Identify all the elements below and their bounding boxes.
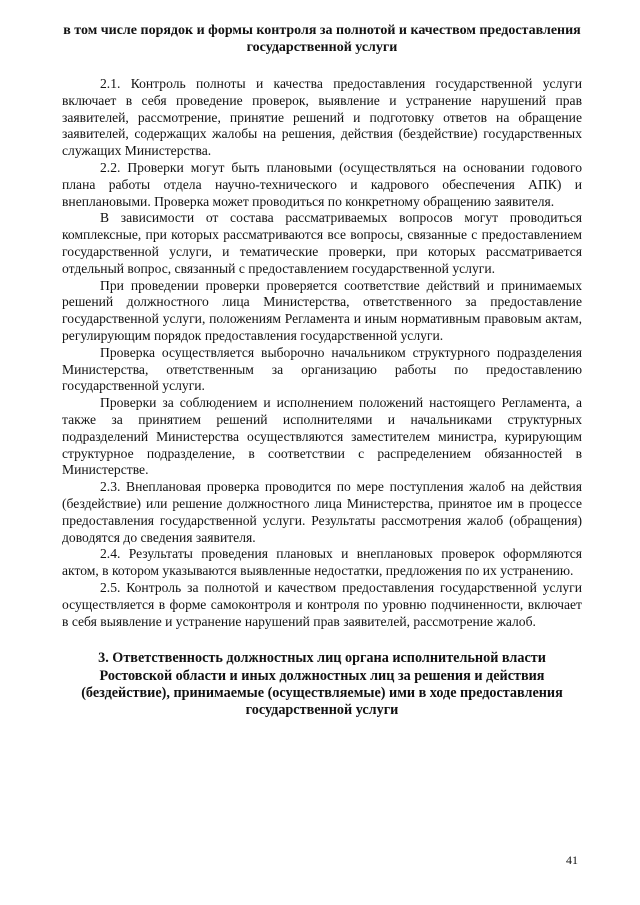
paragraph-2-5: 2.5. Контроль за полнотой и качеством предоставления государственной услуги осуществляется в форме самоконтроля и контроля по уровню подчиненности, включает в себя выявление и устранение нарушений прав заявителей, рассмотрение жалоб. xyxy=(62,579,582,629)
paragraph-check-performer: Проверка осуществляется выборочно начальником структурного подразделения Министерства, ответственным за организацию работы по предоставлению государственной услуги. xyxy=(62,344,582,394)
paragraph-2-4: 2.4. Результаты проведения плановых и внеплановых проверок оформляются актом, в котором указываются выявленные недостатки, предложения по их устранению. xyxy=(62,546,582,579)
section-3-title: 3. Ответственность должностных лиц органа исполнительной власти Ростовской области и иных должностных лиц за решения и действия (бездействие), принимаемые (осуществляемые) ими в ходе предоставления государственной услуги xyxy=(81,650,563,718)
body-text xyxy=(62,76,582,630)
paragraph-2-3: 2.3. Внеплановая проверка проводится по мере поступления жалоб на действия (бездействие) или решение должностного лица Министерства, принятое им в процессе предоставления государственной услуги. Результаты рассмотрения жалоб (обращения) доводятся до сведения заявителя. xyxy=(62,479,582,545)
paragraph-2-1: 2.1. Контроль полноты и качества предоставления государственной услуги включает в себя проведение проверок, выявление и устранение нарушений прав заявителей, рассмотрение, принятие решений и подготовку ответов на обращение заявителей, содержащих жалобы на решения, действия (бездействие) государственных служащих Министерства. xyxy=(62,76,582,159)
paragraph-check-scope: При проведении проверки проверяется соответствие действий и принимаемых решений должностного лица Министерства, ответственного за предоставление государственной услуги, положениям Регламента и иным нормативным правовым актам, регулирующим порядок предоставления государственной услуги. xyxy=(62,277,582,343)
section-subtitle: в том числе порядок и формы контроля за полнотой и качеством предоставления государственной услуги xyxy=(63,23,581,55)
paragraph-2-2: 2.2. Проверки могут быть плановыми (осуществляться на основании годового плана работы отдела научно-технического и кадрового обеспечения АПК) и внеплановыми. Проверка может проводиться по конкретному обращению заявителя. xyxy=(62,159,582,209)
paragraph-check-deputy: Проверки за соблюдением и исполнением положений настоящего Регламента, а также за принятием решений исполнителями и начальниками структурных подразделений Министерства осуществляются заместителем министра, курирующим структурное подразделение, в соответствии с распределением обязанностей в Министерстве. xyxy=(62,395,582,478)
paragraph-check-types: В зависимости от состава рассматриваемых вопросов могут проводиться комплексные, при которых рассматриваются все вопросы, связанные с предоставлением государственной услуги, и тематические проверки, при которых рассматривается отдельный вопрос, связанный с предоставлением государственной услуги. xyxy=(62,210,582,276)
page-number: 41 xyxy=(566,853,578,867)
